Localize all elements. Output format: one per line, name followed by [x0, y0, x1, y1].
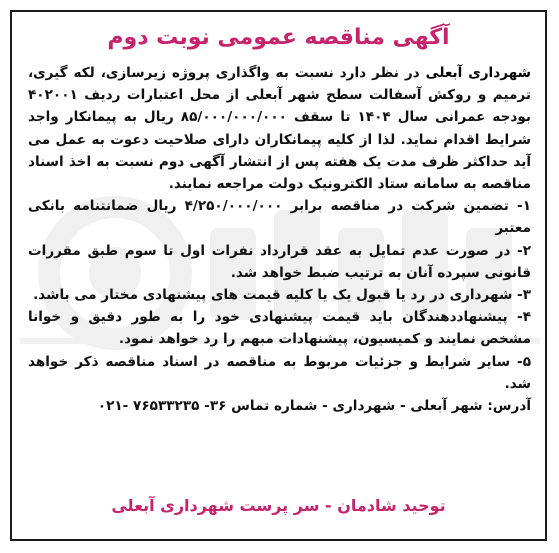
- notice-frame: [10, 10, 547, 541]
- notice-body: [28, 62, 531, 417]
- condition-item-2: ۲- در صورت عدم تمایل به عقد قرارداد نفرات اول تا سوم طبق مقررات قانونی سپرده آنان به ترتیب ضبط خواهد شد.: [28, 242, 531, 281]
- contact-address: آدرس: شهر آبعلی - شهرداری - شماره تماس ۳۶- ۷۶۵۳۳۲۳۵ -۰۲۱: [97, 398, 531, 415]
- condition-item-1: ۱- تضمین شرکت در مناقصه برابر ۴/۲۵۰/۰۰۰/۰۰۰ ریال ضمانتنامه بانکی معتبر: [28, 198, 531, 237]
- signature: توحید شادمان - سر پرست شهرداری آبعلی: [111, 496, 446, 515]
- condition-item-3: ۳- شهرداری در رد یا قبول یک یا کلیه قیمت های پیشنهادی مختار می باشد.: [33, 287, 531, 304]
- condition-item-5: ۵- سایر شرایط و جزئیات مربوط به مناقصه در اسناد مناقصه ذکر خواهد شد.: [28, 353, 531, 392]
- notice-title: آگهی مناقصه عمومی نوبت دوم: [107, 25, 450, 50]
- intro-text: در نظر دارد نسبت به واگذاری پروژه زیرسازی، لکه گیری، ترمیم و روکش آسفالت سطح شهر آبعلی از محل اعتبارات ردیف ۴۰۲۰۰۱ بودجه عمرانی سال ۱۴۰۴ تا سقف ۸۵/۰۰۰/۰۰۰/۰۰۰ ریال به پیمانکار واجد شرایط اقدام نماید. لذا از کلیه پیمانکاران دارای صلاحیت دعوت به عمل می آید حداکثر ظرف مدت یک هفته پس از انتشار آگهی دوم نسبت به اخذ اسناد مناقصه به سامانه ستاد الکترونیک دولت مراجعه نمایند.: [28, 65, 531, 193]
- condition-item-4: ۴- پیشنهاددهندگان باید قیمت پیشنهادی خود را به طور دقیق و خوانا مشخص نمایند و کمیسیون، پیشنهادات مبهم را رد خواهد نمود.: [28, 309, 531, 348]
- intro-paragraph: [28, 62, 531, 195]
- intro-organization: شهرداری آبعلی: [425, 65, 531, 81]
